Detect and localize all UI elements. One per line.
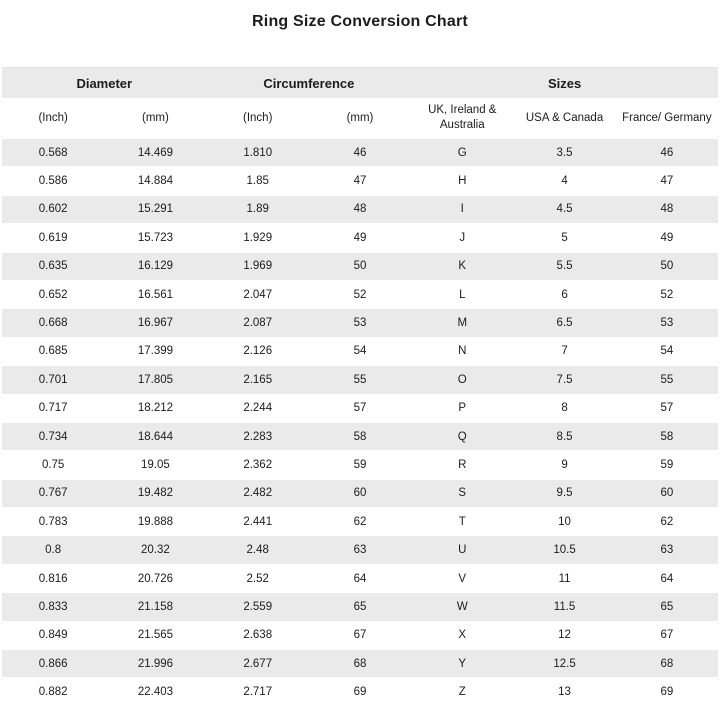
table-cell: 59 (309, 451, 411, 479)
table-cell: 53 (309, 309, 411, 337)
table-row (2, 593, 718, 621)
table-cell: 6.5 (513, 309, 615, 337)
table-row (2, 508, 718, 536)
table-cell: 17.399 (104, 337, 206, 365)
table-cell: 64 (309, 564, 411, 592)
table-cell: 62 (616, 508, 718, 536)
table-cell: 64 (616, 564, 718, 592)
table-cell: 19.05 (104, 451, 206, 479)
column-header-5: USA & Canada (513, 98, 615, 139)
table-cell: 50 (309, 252, 411, 280)
table-cell: 4 (513, 167, 615, 195)
table-cell: G (411, 139, 513, 167)
table-cell: 20.726 (104, 564, 206, 592)
table-cell: U (411, 536, 513, 564)
table-cell: 2.559 (207, 593, 309, 621)
table-cell: 65 (616, 593, 718, 621)
table-row (2, 451, 718, 479)
table-cell: R (411, 451, 513, 479)
table-cell: 0.767 (2, 479, 104, 507)
table-cell: 0.586 (2, 167, 104, 195)
table-cell: 21.565 (104, 621, 206, 649)
table-row (2, 337, 718, 365)
table-cell: N (411, 337, 513, 365)
group-header-sizes: Sizes (411, 68, 718, 99)
table-cell: 16.129 (104, 252, 206, 280)
table-cell: 2.047 (207, 280, 309, 308)
table-cell: 16.561 (104, 280, 206, 308)
table-cell: 2.126 (207, 337, 309, 365)
table-row (2, 650, 718, 678)
table-cell: W (411, 593, 513, 621)
table-row (2, 422, 718, 450)
table-cell: Q (411, 422, 513, 450)
table-cell: P (411, 394, 513, 422)
table-cell: 58 (309, 422, 411, 450)
table-cell: 2.087 (207, 309, 309, 337)
table-cell: 54 (309, 337, 411, 365)
group-header-diameter: Diameter (2, 68, 207, 99)
table-row (2, 195, 718, 223)
table-cell: 68 (309, 650, 411, 678)
table-cell: 2.48 (207, 536, 309, 564)
table-cell: 67 (309, 621, 411, 649)
table-cell: 3.5 (513, 139, 615, 167)
table-cell: V (411, 564, 513, 592)
table-cell: K (411, 252, 513, 280)
table-cell: 0.734 (2, 422, 104, 450)
table-cell: 0.849 (2, 621, 104, 649)
table-cell: 0.701 (2, 366, 104, 394)
table-cell: 1.89 (207, 195, 309, 223)
table-cell: 60 (309, 479, 411, 507)
table-cell: 8 (513, 394, 615, 422)
table-cell: 52 (616, 280, 718, 308)
table-cell: 0.882 (2, 678, 104, 706)
table-cell: 10 (513, 508, 615, 536)
table-cell: 60 (616, 479, 718, 507)
table-row (2, 224, 718, 252)
table-cell: 0.568 (2, 139, 104, 167)
table-cell: 14.469 (104, 139, 206, 167)
table-cell: 1.929 (207, 224, 309, 252)
table-cell: 0.8 (2, 536, 104, 564)
table-cell: 68 (616, 650, 718, 678)
table-cell: 2.362 (207, 451, 309, 479)
table-cell: 47 (616, 167, 718, 195)
group-header-circumference: Circumference (207, 68, 412, 99)
table-cell: 6 (513, 280, 615, 308)
table-row (2, 564, 718, 592)
table-cell: 49 (309, 224, 411, 252)
table-cell: H (411, 167, 513, 195)
table-cell: 12.5 (513, 650, 615, 678)
table-cell: 55 (616, 366, 718, 394)
table-cell: 55 (309, 366, 411, 394)
table-cell: 48 (616, 195, 718, 223)
table-cell: L (411, 280, 513, 308)
table-cell: 0.602 (2, 195, 104, 223)
table-cell: 46 (616, 139, 718, 167)
table-cell: 19.482 (104, 479, 206, 507)
table-cell: 2.638 (207, 621, 309, 649)
table-cell: 49 (616, 224, 718, 252)
table-cell: 47 (309, 167, 411, 195)
table-cell: J (411, 224, 513, 252)
table-cell: 2.52 (207, 564, 309, 592)
group-header-row (2, 68, 718, 99)
table-row (2, 139, 718, 167)
column-header-1: (mm) (104, 98, 206, 139)
table-cell: 0.816 (2, 564, 104, 592)
table-cell: 69 (616, 678, 718, 706)
table-cell: 11 (513, 564, 615, 592)
table-cell: 2.283 (207, 422, 309, 450)
table-cell: 0.717 (2, 394, 104, 422)
table-cell: 0.668 (2, 309, 104, 337)
column-header-4: UK, Ireland & Australia (411, 98, 513, 139)
table-cell: 0.833 (2, 593, 104, 621)
table-cell: T (411, 508, 513, 536)
table-row (2, 252, 718, 280)
page-title: Ring Size Conversion Chart (252, 13, 468, 30)
table-cell: 16.967 (104, 309, 206, 337)
ring-size-conversion-table (2, 67, 718, 706)
table-cell: 0.75 (2, 451, 104, 479)
table-cell: 10.5 (513, 536, 615, 564)
table-cell: 2.441 (207, 508, 309, 536)
table-cell: S (411, 479, 513, 507)
table-cell: 0.619 (2, 224, 104, 252)
table-cell: 0.866 (2, 650, 104, 678)
table-cell: 21.158 (104, 593, 206, 621)
table-cell: 13 (513, 678, 615, 706)
table-cell: 0.652 (2, 280, 104, 308)
table-row (2, 366, 718, 394)
table-cell: 0.685 (2, 337, 104, 365)
table-cell: 2.717 (207, 678, 309, 706)
table-cell: O (411, 366, 513, 394)
table-cell: 22.403 (104, 678, 206, 706)
table-cell: 17.805 (104, 366, 206, 394)
table-cell: I (411, 195, 513, 223)
table-cell: 54 (616, 337, 718, 365)
table-header (2, 68, 718, 139)
table-cell: 67 (616, 621, 718, 649)
table-cell: M (411, 309, 513, 337)
table-cell: 21.996 (104, 650, 206, 678)
table-cell: 15.291 (104, 195, 206, 223)
table-cell: 11.5 (513, 593, 615, 621)
column-header-row (2, 98, 718, 139)
table-cell: 63 (616, 536, 718, 564)
table-row (2, 280, 718, 308)
table-cell: 2.482 (207, 479, 309, 507)
table-cell: 59 (616, 451, 718, 479)
table-row (2, 536, 718, 564)
table-cell: 1.810 (207, 139, 309, 167)
table-cell: 9 (513, 451, 615, 479)
table-cell: 2.244 (207, 394, 309, 422)
table-cell: 1.85 (207, 167, 309, 195)
table-cell: 57 (309, 394, 411, 422)
column-header-0: (Inch) (2, 98, 104, 139)
table-cell: 50 (616, 252, 718, 280)
table-cell: 53 (616, 309, 718, 337)
table-cell: 18.212 (104, 394, 206, 422)
column-header-6: France/ Germany (616, 98, 718, 139)
table-cell: 7 (513, 337, 615, 365)
table-cell: 4.5 (513, 195, 615, 223)
table-cell: 7.5 (513, 366, 615, 394)
table-cell: X (411, 621, 513, 649)
table-cell: 58 (616, 422, 718, 450)
table-row (2, 167, 718, 195)
table-row (2, 394, 718, 422)
table-row (2, 479, 718, 507)
table-cell: 0.635 (2, 252, 104, 280)
table-body (2, 139, 718, 706)
table-cell: 62 (309, 508, 411, 536)
table-cell: 46 (309, 139, 411, 167)
table-cell: 65 (309, 593, 411, 621)
table-cell: 57 (616, 394, 718, 422)
table-cell: 63 (309, 536, 411, 564)
table-cell: 52 (309, 280, 411, 308)
table-cell: 1.969 (207, 252, 309, 280)
table-cell: 2.165 (207, 366, 309, 394)
table-cell: 0.783 (2, 508, 104, 536)
table-cell: Z (411, 678, 513, 706)
table-row (2, 309, 718, 337)
table-cell: 9.5 (513, 479, 615, 507)
table-cell: 12 (513, 621, 615, 649)
table-cell: 2.677 (207, 650, 309, 678)
column-header-2: (Inch) (207, 98, 309, 139)
table-row (2, 621, 718, 649)
table-cell: 19.888 (104, 508, 206, 536)
table-cell: 48 (309, 195, 411, 223)
table-cell: Y (411, 650, 513, 678)
table-row (2, 678, 718, 706)
table-cell: 20.32 (104, 536, 206, 564)
table-cell: 5 (513, 224, 615, 252)
table-cell: 15.723 (104, 224, 206, 252)
table-cell: 5.5 (513, 252, 615, 280)
table-cell: 14.884 (104, 167, 206, 195)
table-cell: 8.5 (513, 422, 615, 450)
table-cell: 18.644 (104, 422, 206, 450)
column-header-3: (mm) (309, 98, 411, 139)
table-cell: 69 (309, 678, 411, 706)
